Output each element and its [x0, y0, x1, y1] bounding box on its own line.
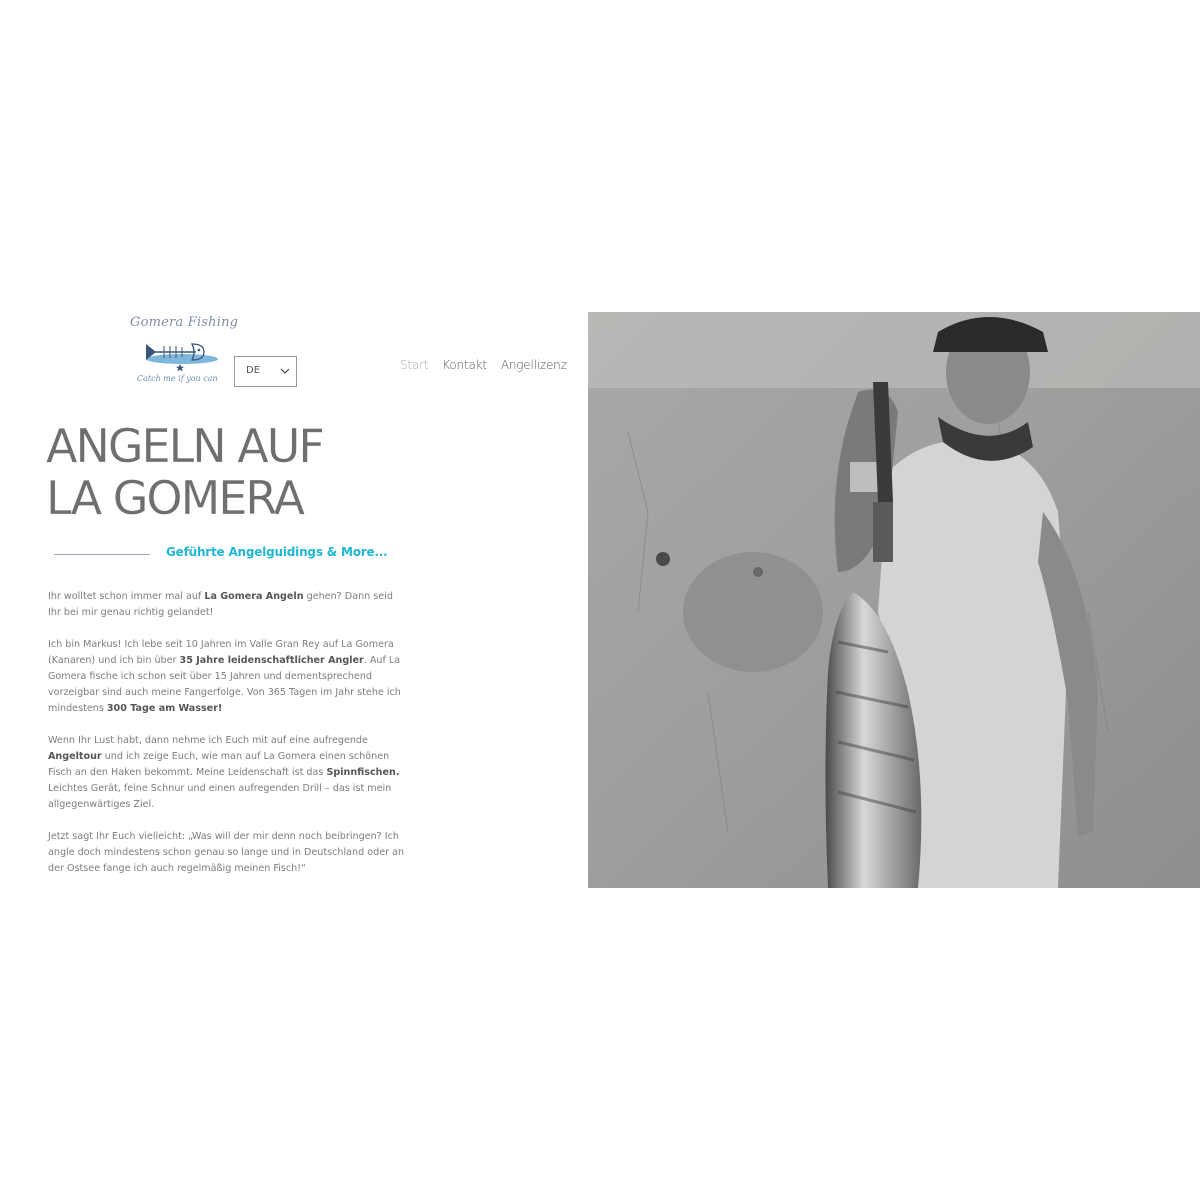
fish-skeleton-icon: [134, 332, 224, 372]
paragraph-2: [48, 637, 408, 717]
text-bold: Spinnfischen.: [326, 767, 400, 778]
language-select[interactable]: [234, 356, 297, 387]
text-span: und ich zeige Euch, wie man auf La Gomera einen schönen Fisch an den Haken bekommt. Meine Leidenschaft ist das: [48, 751, 390, 778]
text-span: gehen? Dann seid Ihr bei mir genau richtig gelandet!: [48, 591, 393, 618]
decorative-divider: [54, 554, 150, 555]
nav-item-kontakt[interactable]: Kontakt: [442, 358, 487, 372]
paragraph-3: [48, 733, 408, 813]
text-bold: 300 Tage am Wasser!: [106, 703, 223, 714]
logo[interactable]: [126, 312, 239, 392]
nav-item-angellizenz[interactable]: Angellizenz: [500, 358, 567, 372]
logo-title: Gomera Fishing: [130, 315, 239, 330]
paragraph-1: [48, 589, 408, 621]
hero-photo: [588, 312, 1200, 888]
main-nav: [400, 358, 567, 372]
logo-tagline: Catch me if you can: [137, 374, 218, 383]
angler-with-fish-image: [588, 312, 1200, 888]
text-span: Leichtes Gerät, feine Schnur und einen aufregenden Drill – das ist mein allgegenwärtiges Ziel.: [48, 783, 392, 810]
subline: Geführte Angelguidings & More...: [166, 545, 388, 559]
chevron-down-icon: [279, 365, 291, 377]
language-value: DE: [246, 365, 261, 376]
intro-text: [48, 589, 408, 893]
page-title: [46, 420, 466, 524]
text-bold: Angeltour: [48, 751, 102, 762]
headline-line-1: ANGELN AUF: [46, 419, 323, 473]
paragraph-4: Jetzt sagt Ihr Euch vielleicht: „Was will der mir denn noch beibringen? Ich angle doch mindestens schon genau so lange und in Deutschland oder an der Ostsee fange ich auch regelmäßig meinen Fisch!“: [48, 831, 405, 874]
nav-item-start[interactable]: Start: [400, 358, 429, 372]
text-bold: 35 Jahre leidenschaftlicher Angler: [179, 655, 364, 666]
text-span: Ihr wolltet schon immer mal auf: [48, 591, 205, 602]
text-bold: La Gomera Angeln: [204, 591, 304, 602]
text-span: Wenn Ihr Lust habt, dann nehme ich Euch mit auf eine aufregende: [48, 735, 368, 746]
headline-line-2: LA GOMERA: [46, 471, 303, 525]
text-span: . Auf La Gomera fische ich schon seit über 15 Jahren und dementsprechend vorzeigbar sind auch meine Fangerfolge. Von 365 Tagen im Jahr stehe ich mindestens: [48, 655, 401, 714]
text-span: Ich bin Markus! Ich lebe seit 10 Jahren im Valle Gran Rey auf La Gomera (Kanaren) und ich bin über: [48, 639, 394, 666]
